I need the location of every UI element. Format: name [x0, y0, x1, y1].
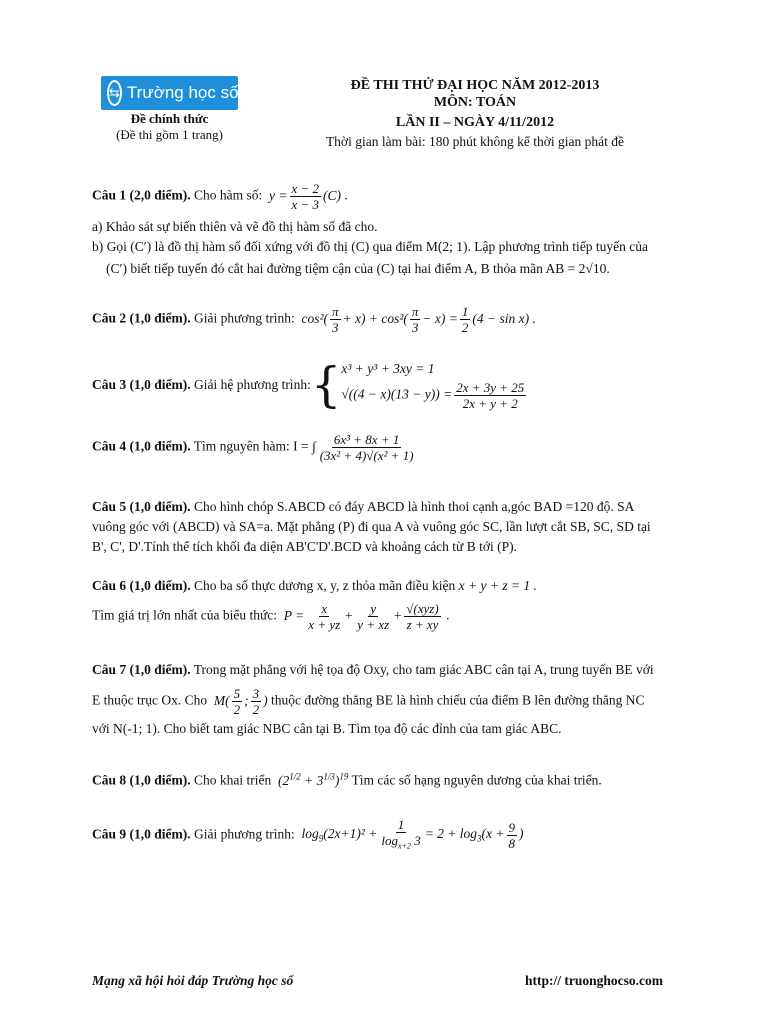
q6-line2: Tìm giá trị lớn nhất của biểu thức: P = $\frac{x}{x + yz}$ + $\frac{y}{y + xz}$ + $\frac{\text{√(xyz)}}{z + xy}$ .: [92, 601, 450, 632]
q7-line1: Trong mặt phẳng với hệ tọa độ Oxy, cho tam giác ABC cân tại A, trung tuyến BE với: [193, 662, 654, 677]
q1-formula: y = $\frac{x - 2}{x - 3}$ (C): [265, 181, 342, 212]
q8-label: Câu 8 (1,0 điểm).: [92, 772, 191, 788]
logo: [101, 76, 238, 110]
question-8: [92, 766, 732, 791]
logo-text: Trường học số: [126, 83, 239, 102]
q5-line3: B', C', D'.Tính thể tích khối đa diện AB'C'D'.BCD và khoảng cách từ B tới (P).: [92, 539, 518, 554]
q4-text: Tìm nguyên hàm: I =: [193, 438, 309, 454]
system-brace: {: [310, 356, 342, 413]
q6-line2-text: Tìm giá trị lớn nhất của biểu thức:: [92, 607, 278, 623]
q3-system: x³ + y³ + 3xy = 1 √((4 − x)(13 − y)) = $\frac{2x + 3y + 25}{2x + y + 2}$: [341, 361, 525, 411]
q5-line1: Cho hình chóp S.ABCD có đáy ABCD là hình thoi cạnh a,góc BAD =120 độ. SA: [194, 499, 635, 514]
q2-formula: cos²( $\frac{\pi}{3}$ + x) + cos²( $\frac{\pi}{3}$ − x) = $\frac{1}{2}$ (4 − sin x) .: [298, 304, 536, 335]
q9-formula: $\log_9(2x+1)^2$ + $\frac{1}{\log_{x+2} 3}$ = $2 + \log_3(x$ + $\frac{9}{8}$ ): [298, 817, 524, 851]
q6-formula: P = $\frac{x}{x + yz}$ + $\frac{y}{y + xz}$ + $\frac{\text{√(xyz)}}{z + xy}$: [280, 601, 439, 632]
subject-title: MÔN: TOÁN: [433, 95, 517, 110]
q7-line3: với N(-1; 1). Cho biết tam giác NBC cân tại B. Tìm tọa độ các đỉnh của tam giác ABC.: [92, 721, 562, 736]
question-7: [92, 660, 732, 680]
footer-left: Mạng xã hội hỏi đáp Trường học số: [92, 973, 294, 988]
question-3: [92, 358, 732, 411]
q3-label: Câu 3 (1,0 điểm).: [92, 376, 191, 392]
exam-title: ĐỀ THI THỬ ĐẠI HỌC NĂM 2012-2013: [350, 78, 600, 93]
q8-text: Cho khai triển: [194, 772, 272, 788]
q2-label: Câu 2 (1,0 điểm).: [92, 310, 191, 326]
q1-part-a: a) Khảo sát sự biến thiên và vẽ đồ thị hàm số đã cho.: [92, 219, 378, 234]
round-date: LẦN II – NGÀY 4/11/2012: [395, 115, 555, 130]
question-4: [92, 432, 732, 463]
q8-formula: $(2^{1/2} + 3^{1/3})^{19}$: [274, 771, 349, 788]
q4-formula: ∫ $\frac{\text{6x³ + 8x + 1}}{\text{(3x² + 4)√(x² + 1)}}$: [311, 432, 414, 463]
q7-point-m: M( $\frac{5}{2}$ ; $\frac{3}{2}$ ): [210, 686, 268, 717]
q4-label: Câu 4 (1,0 điểm).: [92, 438, 191, 454]
q9-text: Giải phương trình:: [194, 826, 295, 842]
footer-url[interactable]: http:// truonghocso.com: [525, 973, 663, 988]
q7-line2a: E thuộc trục Ox. Cho: [92, 692, 208, 708]
q3-text: Giải hệ phương trình:: [194, 376, 311, 392]
question-1: Câu 1 (2,0 điểm). Cho hàm số: y = $\frac{x - 2}{x - 3}$ (C) .: [92, 181, 348, 212]
logo-arrows-icon: ⇆: [107, 80, 122, 106]
q7-label: Câu 7 (1,0 điểm).: [92, 662, 191, 677]
question-5: [92, 497, 732, 517]
q8-tail: Tìm các số hạng nguyên dương của khai triển.: [351, 772, 602, 788]
pages-label: (Đề thi gồm 1 trang): [116, 127, 223, 142]
q1-label: Câu 1 (2,0 điểm).: [92, 187, 191, 203]
question-6: [92, 576, 732, 596]
q7-line2b: thuộc đường thẳng BE là hình chiếu của điểm B lên đường thẳng NC: [270, 692, 645, 708]
question-9: [92, 817, 732, 854]
q2-text: Giải phương trình:: [194, 310, 295, 326]
q5-line2: vuông góc với (ABCD) và SA=a. Mặt phẳng (P) đi qua A và vuông góc SC, lần lượt cắt SB, SC, SD tại: [92, 519, 651, 534]
official-label: Đề chính thức: [130, 111, 209, 126]
q6-label: Câu 6 (1,0 điểm).: [92, 578, 191, 593]
q1-part-b-line2: (C′) biết tiếp tuyến đó cắt hai đường tiệm cận của (C) tại hai điểm A, B thỏa mãn AB = 2√10.: [106, 261, 610, 276]
q5-label: Câu 5 (1,0 điểm).: [92, 499, 191, 514]
question-2: [92, 304, 732, 335]
q7-line2: [92, 686, 732, 717]
time-note: Thời gian làm bài: 180 phút không kể thời gian phát đề: [325, 134, 625, 149]
q6-line1: Cho ba số thực dương x, y, z thỏa mãn điều kiện: [194, 578, 456, 593]
q1-text: Cho hàm số:: [194, 187, 263, 203]
q6-condition: x + y + z = 1 .: [458, 578, 537, 593]
q1-part-b-line1: b) Gọi (C′) là đồ thị hàm số đối xứng với đồ thị (C) qua điểm M(2; 1). Lập phương trình tiếp tuyến của: [92, 239, 649, 254]
q9-label: Câu 9 (1,0 điểm).: [92, 826, 191, 842]
